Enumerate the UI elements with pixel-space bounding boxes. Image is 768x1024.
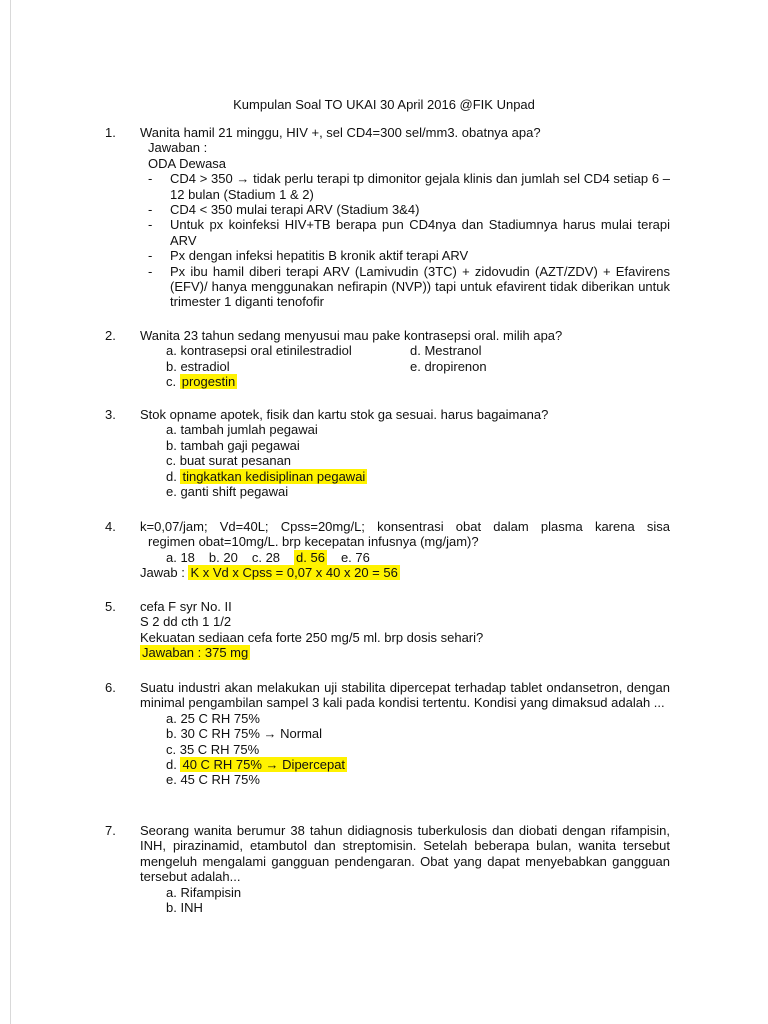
bullet-item: - CD4 > 350 → tidak perlu terapi tp dimonitor gejala klinis dan jumlah sel CD4 setiap 6 – 12 bulan (Stadium 1 & 2) [148,171,670,202]
option-d-highlighted: d. 56 [296,549,325,565]
question-body [140,519,670,581]
option-b: b. INH [166,900,203,916]
question-number: 5. [105,599,116,614]
question-number: 3. [105,407,116,422]
bullet-item: - Px ibu hamil diberi terapi ARV (Lamivudin (3TC) + zidovudin (AZT/ZDV) + Efavirens (EFV)/ hanya menggunakan nefirapin (NVP)) tapi untuk efavirent tidak diberikan untuk trimester 1 diganti tenofofir [148,263,670,310]
question-body [140,407,670,499]
option-c: c. buat surat pesanan [166,453,292,469]
option-row [140,550,670,565]
bullet-item: - Untuk px koinfeksi HIV+TB berapa pun CD4nya dan Stadiumnya harus mulai terapi ARV [148,217,670,248]
option-c: c. 28 [251,549,281,565]
option-c: c. 35 C RH 75% [166,741,260,757]
option-d: d. 40 C RH 75% → Dipercepat [166,757,346,773]
question-text: k=0,07/jam; Vd=40L; Cpss=20mg/L; konsentrasi obat dalam plasma karena sisa [140,519,670,534]
option-b: b. tambah gaji pegawai [166,437,300,453]
answer-line [140,645,670,660]
question-text-cont: regimen obat=10mg/L. brp kecepatan infusnya (mg/jam)? [148,534,479,550]
answer-label: Jawaban : [148,140,208,156]
question-body [140,125,670,310]
option-a: a. 25 C RH 75% [166,710,260,726]
highlighted-answer: K x Vd x Cpss = 0,07 x 40 x 20 = 56 [190,565,398,581]
highlighted-answer: tingkatkan kedisiplinan pegawai [182,468,366,484]
question-line: S 2 dd cth 1 1/2 [140,614,232,630]
question-number: 6. [105,680,116,695]
question-text: Wanita 23 tahun sedang menyusui mau pake kontrasepsi oral. milih apa? [140,328,563,343]
option-b: b. 20 [208,549,238,565]
answer-line: Jawab : K x Vd x Cpss = 0,07 x 40 x 20 = 56 [140,565,398,581]
option-d: d. tingkatkan kedisiplinan pegawai [166,468,366,484]
bullet-item: - CD4 < 350 mulai terapi ARV (Stadium 3&4) [148,202,420,218]
highlighted-answer: 40 C RH 75% → Dipercepat [182,757,346,773]
answer-subheading: ODA Dewasa [148,155,227,171]
question-body [140,823,670,915]
question-text: Suatu industri akan melakukan uji stabilita dipercepat terhadap tablet ondansetron, dengan minimal pengambilan sampel 3 kali pada kondisi tertentu. Kondisi yang dimaksud adalah ... [140,680,670,711]
question-body [140,328,670,390]
question-number: 4. [105,519,116,534]
question-number: 7. [105,823,116,838]
option-row [166,343,670,358]
answer-bullets [148,171,670,310]
option-c: c. progestin [166,374,236,390]
question-body [140,599,670,661]
option-b: b. estradiol [166,358,230,374]
option-d: d. Mestranol [410,343,482,359]
bullet-item: - Px dengan infeksi hepatitis B kronik aktif terapi ARV [148,248,469,264]
question-body [140,680,670,788]
highlighted-answer: Jawaban : 375 mg [142,645,249,661]
question-line: cefa F syr No. II [140,599,232,614]
question-number: 1. [105,125,116,140]
question-line: Kekuatan sediaan cefa forte 250 mg/5 ml. brp dosis sehari? [140,629,484,645]
option-a: a. Rifampisin [166,884,242,900]
document-title: Kumpulan Soal TO UKAI 30 April 2016 @FIK Unpad [233,97,535,112]
question-text: Wanita hamil 21 minggu, HIV +, sel CD4=300 sel/mm3. obatnya apa? [140,125,541,140]
option-b: b. 30 C RH 75% → Normal [166,726,323,742]
option-a: a. 18 [166,549,195,565]
question-text: Stok opname apotek, fisik dan kartu stok ga sesuai. harus bagaimana? [140,407,549,422]
question-text: Seorang wanita berumur 38 tahun didiagnosis tuberkulosis dan diobati dengan rifampisin, INH, pirazinamid, etambutol dan streptomisin. Setelah beberapa bulan, wanita tersebut mengeluh mengalami gangguan pendengaran. Obat yang dapat menyebabkan gangguan tersebut adalah... [140,823,670,885]
option-e: e. 76 [340,549,370,565]
option-a: a. tambah jumlah pegawai [166,422,318,438]
question-number: 2. [105,328,116,343]
option-a: a. kontrasepsi oral etinilestradiol [166,343,352,359]
option-e: e. 45 C RH 75% [166,772,260,788]
option-e: e. dropirenon [410,358,487,374]
option-e: e. ganti shift pegawai [166,484,289,500]
option-row [166,359,670,374]
highlighted-answer: progestin [181,374,236,390]
